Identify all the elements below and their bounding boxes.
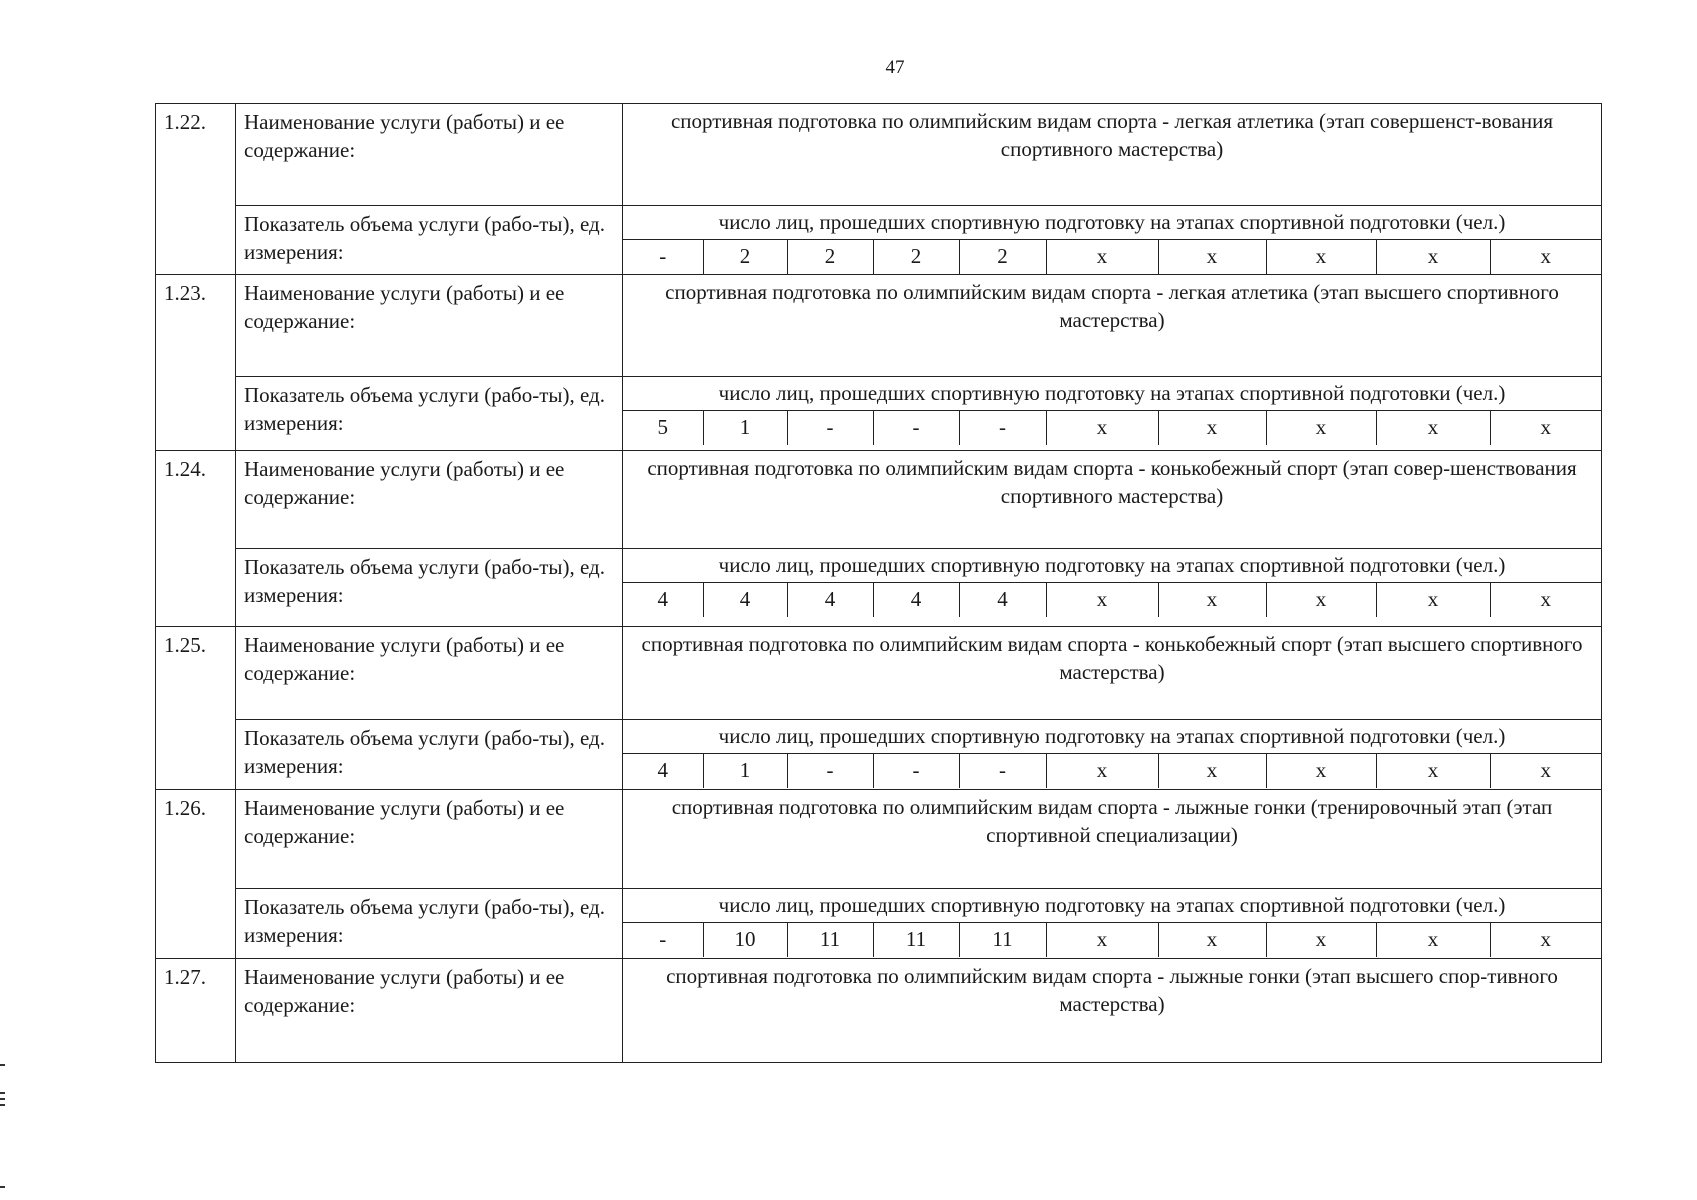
page-number: 47 bbox=[885, 57, 905, 78]
value-cell: x bbox=[1540, 244, 1551, 268]
margin-mark bbox=[0, 1064, 5, 1066]
value-cell: 5 bbox=[623, 411, 703, 445]
service-description: спортивная подготовка по олимпийским видам спорта - легкая атлетика (этап совершенст-вования спортивного мастерства) bbox=[623, 104, 1602, 206]
value-cell: 2 bbox=[787, 240, 873, 274]
value-cell: 11 bbox=[873, 923, 959, 957]
service-name-label: Наименование услуги (работы) и ее содержание: bbox=[236, 627, 623, 720]
table-row bbox=[156, 104, 1602, 206]
value-cell: x bbox=[1046, 923, 1158, 957]
value-cell: - bbox=[623, 240, 703, 274]
value-cell: 4 bbox=[787, 583, 873, 617]
value-cell: 4 bbox=[703, 583, 787, 617]
value-cell: - bbox=[873, 754, 959, 788]
services-table bbox=[155, 103, 1602, 1063]
value-cell: x bbox=[1158, 240, 1266, 274]
table-row bbox=[156, 627, 1602, 720]
indicator-label: Показатель объема услуги (рабо-ты), ед. измерения: bbox=[236, 889, 623, 959]
value-cell: 1 bbox=[703, 411, 787, 445]
table-row bbox=[156, 720, 1602, 790]
value-cell: x bbox=[1046, 583, 1158, 617]
value-cell: x bbox=[1266, 240, 1376, 274]
value-cell: x bbox=[1266, 411, 1376, 445]
row-number: 1.23. bbox=[156, 275, 236, 451]
table-row bbox=[156, 889, 1602, 959]
service-description: спортивная подготовка по олимпийским видам спорта - конькобежный спорт (этап совер-шенствования спортивного мастерства) bbox=[623, 451, 1602, 549]
value-cell: x bbox=[1266, 754, 1376, 788]
value-cell: x bbox=[1376, 240, 1490, 274]
indicator-text: число лиц, прошедших спортивную подготовку на этапах спортивной подготовки (чел.) bbox=[623, 377, 1601, 411]
indicator-text: число лиц, прошедших спортивную подготовку на этапах спортивной подготовки (чел.) bbox=[623, 889, 1601, 923]
value-cell: x bbox=[1046, 411, 1158, 445]
value-cell: x bbox=[1158, 411, 1266, 445]
value-cell: 2 bbox=[703, 240, 787, 274]
margin-mark bbox=[0, 1186, 5, 1188]
indicator-text: число лиц, прошедших спортивную подготовку на этапах спортивной подготовки (чел.) bbox=[623, 206, 1601, 240]
service-description: спортивная подготовка по олимпийским видам спорта - конькобежный спорт (этап высшего спортивного мастерства) bbox=[623, 627, 1602, 720]
value-cell: x bbox=[1046, 754, 1158, 788]
indicator-cell bbox=[623, 549, 1602, 627]
value-cell: x bbox=[1540, 587, 1551, 611]
values-row bbox=[623, 754, 1601, 788]
value-cell: 2 bbox=[873, 240, 959, 274]
value-cell: x bbox=[1540, 758, 1551, 782]
value-cell: 11 bbox=[787, 923, 873, 957]
value-cell: 4 bbox=[873, 583, 959, 617]
value-cell: - bbox=[959, 411, 1046, 445]
service-name-label: Наименование услуги (работы) и ее содержание: bbox=[236, 451, 623, 549]
margin-mark bbox=[0, 1092, 5, 1094]
value-cell: 10 bbox=[703, 923, 787, 957]
values-row bbox=[623, 411, 1601, 445]
indicator-cell bbox=[623, 206, 1602, 275]
value-cell: - bbox=[873, 411, 959, 445]
table-row bbox=[156, 206, 1602, 275]
value-cell: x bbox=[1376, 411, 1490, 445]
value-cell: - bbox=[959, 754, 1046, 788]
indicator-label: Показатель объема услуги (рабо-ты), ед. измерения: bbox=[236, 206, 623, 275]
indicator-text: число лиц, прошедших спортивную подготовку на этапах спортивной подготовки (чел.) bbox=[623, 720, 1601, 754]
value-cell: x bbox=[1046, 240, 1158, 274]
value-cell: 4 bbox=[623, 583, 703, 617]
indicator-cell bbox=[623, 889, 1602, 959]
margin-mark bbox=[0, 1098, 5, 1100]
table-row bbox=[156, 275, 1602, 377]
row-number: 1.26. bbox=[156, 790, 236, 959]
row-number: 1.25. bbox=[156, 627, 236, 790]
value-cell: - bbox=[623, 923, 703, 957]
value-cell: x bbox=[1540, 927, 1551, 951]
table-row bbox=[156, 549, 1602, 627]
values-row bbox=[623, 923, 1601, 957]
value-cell: x bbox=[1266, 583, 1376, 617]
value-cell: x bbox=[1376, 923, 1490, 957]
indicator-label: Показатель объема услуги (рабо-ты), ед. измерения: bbox=[236, 720, 623, 790]
margin-mark bbox=[0, 1104, 5, 1106]
service-name-label: Наименование услуги (работы) и ее содержание: bbox=[236, 959, 623, 1063]
table-row bbox=[156, 451, 1602, 549]
row-number: 1.24. bbox=[156, 451, 236, 627]
value-cell: 1 bbox=[703, 754, 787, 788]
indicator-cell bbox=[623, 377, 1602, 451]
service-description: спортивная подготовка по олимпийским видам спорта - лыжные гонки (этап высшего спор-тивного мастерства) bbox=[623, 959, 1602, 1063]
value-cell: 2 bbox=[959, 240, 1046, 274]
service-description: спортивная подготовка по олимпийским видам спорта - легкая атлетика (этап высшего спортивного мастерства) bbox=[623, 275, 1602, 377]
value-cell: - bbox=[787, 754, 873, 788]
value-cell: x bbox=[1266, 923, 1376, 957]
table-row bbox=[156, 959, 1602, 1063]
row-number: 1.27. bbox=[156, 959, 236, 1063]
values-row bbox=[623, 583, 1601, 617]
service-description: спортивная подготовка по олимпийским видам спорта - лыжные гонки (тренировочный этап (этап спортивной специализации) bbox=[623, 790, 1602, 889]
service-name-label: Наименование услуги (работы) и ее содержание: bbox=[236, 275, 623, 377]
value-cell: x bbox=[1376, 583, 1490, 617]
value-cell: - bbox=[787, 411, 873, 445]
service-name-label: Наименование услуги (работы) и ее содержание: bbox=[236, 104, 623, 206]
indicator-label: Показатель объема услуги (рабо-ты), ед. измерения: bbox=[236, 549, 623, 627]
row-number: 1.22. bbox=[156, 104, 236, 275]
value-cell: x bbox=[1158, 923, 1266, 957]
indicator-cell bbox=[623, 720, 1602, 790]
indicator-label: Показатель объема услуги (рабо-ты), ед. измерения: bbox=[236, 377, 623, 451]
indicator-text: число лиц, прошедших спортивную подготовку на этапах спортивной подготовки (чел.) bbox=[623, 549, 1601, 583]
service-name-label: Наименование услуги (работы) и ее содержание: bbox=[236, 790, 623, 889]
value-cell: x bbox=[1540, 415, 1551, 439]
value-cell: x bbox=[1376, 754, 1490, 788]
values-row bbox=[623, 240, 1601, 274]
table-row bbox=[156, 377, 1602, 451]
table-row bbox=[156, 790, 1602, 889]
value-cell: 11 bbox=[959, 923, 1046, 957]
value-cell: x bbox=[1158, 583, 1266, 617]
value-cell: 4 bbox=[623, 754, 703, 788]
value-cell: 4 bbox=[959, 583, 1046, 617]
value-cell: x bbox=[1158, 754, 1266, 788]
